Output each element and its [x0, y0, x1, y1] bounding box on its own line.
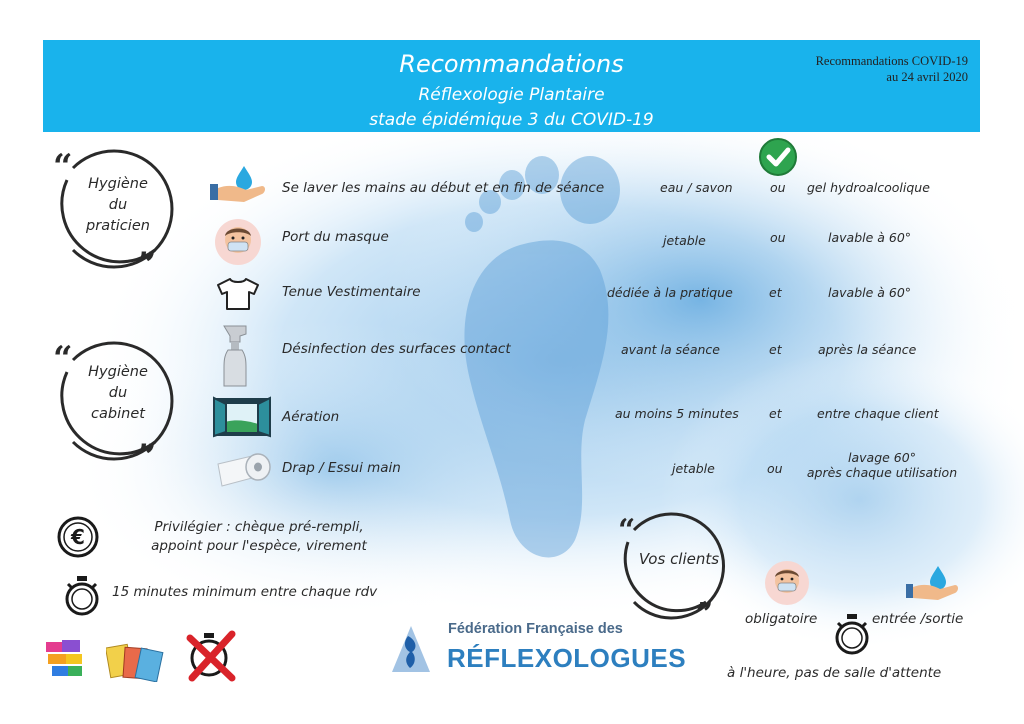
clients-mask-requirement: obligatoire: [745, 611, 818, 627]
clients-timing-rule: à l'heure, pas de salle d'attente: [727, 665, 942, 681]
row-handwash-option-a: eau / savon: [660, 180, 733, 195]
row-ventilation-option-b: entre chaque client: [817, 406, 939, 421]
row-handwash-conj: ou: [770, 180, 786, 195]
svg-text:€: €: [71, 525, 85, 549]
client-hand-wash-icon: [904, 562, 960, 602]
row-mask-label: Port du masque: [282, 229, 389, 245]
row-disinfection-conj: et: [769, 342, 782, 357]
row-clothing-option-a: dédiée à la pratique: [607, 285, 733, 300]
page-subtitle: Réflexologie Plantaire: [418, 85, 605, 105]
svg-text:”: ”: [137, 437, 157, 467]
mask-face-icon: [214, 218, 262, 266]
svg-text:“: “: [618, 513, 636, 548]
row-disinfection-label: Désinfection des surfaces contact: [282, 341, 511, 357]
row-clothing-label: Tenue Vestimentaire: [282, 284, 421, 300]
payment-advice: Privilégier : chèque pré-rempli, appoint pour l'espèce, virement: [151, 519, 367, 554]
svg-text:“: “: [53, 339, 73, 379]
section-cabinet-label: Hygiène du cabinet: [88, 364, 148, 422]
row-mask-option-b: lavable à 60°: [828, 230, 912, 245]
stopwatch-icon: [62, 574, 102, 618]
paper-roll-icon: [212, 450, 272, 488]
spray-bottle-icon: [220, 322, 260, 388]
row-ventilation-conj: et: [769, 406, 782, 421]
tshirt-icon: [214, 276, 262, 312]
row-handwash-label: Se laver les mains au début et en fin de séance: [282, 180, 605, 196]
row-mask-option-a: jetable: [663, 233, 706, 248]
row-clothing-conj: et: [769, 285, 782, 300]
section-clients-label: Vos clients: [638, 550, 720, 568]
client-mask-face-icon: [764, 560, 810, 606]
row-disinfection-option-b: après la séance: [818, 342, 917, 357]
reference-line-2: au 24 avril 2020: [886, 70, 968, 84]
no-clock-icon: [184, 628, 238, 682]
section-praticien-label: Hygiène du praticien: [86, 176, 150, 234]
magazines-icon: [106, 640, 164, 682]
federation-logo-icon: [386, 622, 436, 674]
open-window-icon: [212, 396, 272, 438]
row-ventilation-option-a: au moins 5 minutes: [615, 406, 739, 421]
svg-text:”: ”: [137, 245, 157, 275]
check-badge-icon: [758, 137, 798, 177]
row-handwash-option-b: gel hydroalcoolique: [807, 180, 930, 195]
page-title: Recommandations: [399, 50, 624, 78]
header-banner: [43, 40, 980, 132]
row-towel-option-a: jetable: [672, 461, 715, 476]
row-mask-conj: ou: [770, 230, 786, 245]
hand-wash-icon: [208, 162, 266, 204]
row-disinfection-option-a: avant la séance: [621, 342, 720, 357]
svg-text:”: ”: [696, 597, 714, 624]
clients-handwash-requirement: entrée /sortie: [872, 611, 964, 627]
row-towel-label: Drap / Essui main: [282, 460, 401, 476]
federation-name-line2: RÉFLEXOLOGUES: [447, 643, 687, 673]
row-towel-conj: ou: [767, 461, 783, 476]
toy-blocks-icon: [42, 634, 88, 680]
client-stopwatch-icon: [832, 612, 872, 658]
federation-name-line1: Fédération Française des: [448, 621, 623, 637]
reference-line-1: Recommandations COVID-19: [815, 54, 968, 68]
appointment-spacing: 15 minutes minimum entre chaque rdv: [112, 584, 378, 600]
row-ventilation-label: Aération: [282, 409, 340, 425]
svg-text:“: “: [53, 147, 73, 187]
row-clothing-option-b: lavable à 60°: [828, 285, 912, 300]
euro-coin-icon: [56, 515, 100, 559]
row-towel-option-b: lavage 60° après chaque utilisation: [806, 450, 958, 480]
document-reference: [816, 53, 968, 85]
page-subtitle-stage: stade épidémique 3 du COVID-19: [369, 110, 654, 130]
